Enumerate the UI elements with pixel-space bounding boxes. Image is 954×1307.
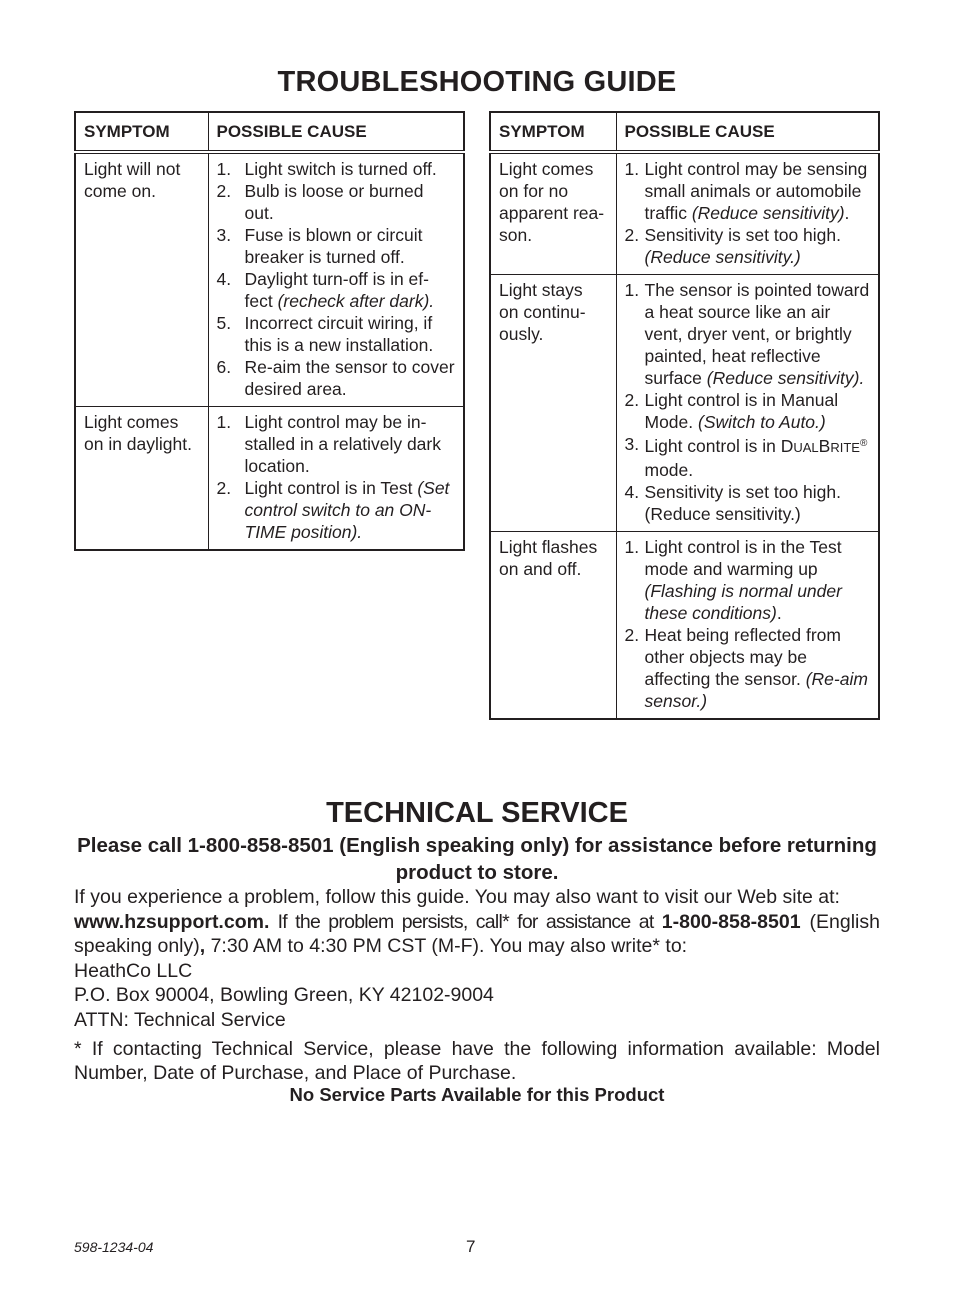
symptom-header: SYMPTOM [75, 112, 208, 152]
cause-list [625, 279, 871, 525]
table-row [490, 275, 879, 532]
website-link[interactable]: www.hzsupport.com. [74, 910, 270, 933]
item-text: Light control may be sensing small animals or automobile traffic [644, 159, 868, 223]
item-number: 6. [216, 357, 232, 377]
address-line: ATTN: Technical Service [74, 1008, 286, 1031]
list-item [217, 268, 456, 312]
cause-cell [208, 407, 464, 551]
cause-list [625, 158, 871, 268]
symptom-cell: Light flashes on and off. [490, 532, 616, 720]
contact-paragraph [74, 885, 880, 959]
list-item [217, 356, 456, 400]
item-text: Light control is in Test [244, 478, 418, 498]
document-number: 598-1234-04 [74, 1239, 154, 1255]
page-number: 7 [466, 1237, 476, 1256]
item-number: 2. [624, 225, 640, 245]
item-italic-note: (Re-aim sensor.) [644, 669, 868, 711]
cause-list [217, 411, 456, 543]
item-number: 1. [624, 537, 640, 557]
item-text: Daylight turn-off is in ef-fect [244, 269, 429, 311]
item-text: Incorrect circuit wiring, if this is a new installation. [244, 313, 434, 355]
item-number: 1. [216, 159, 232, 179]
item-number: 4. [624, 482, 640, 502]
address-line: HeathCo LLC [74, 959, 193, 982]
persists-text: If the problem persists, call* for assistance at [269, 910, 662, 933]
symptom-cell: Light will not come on. [75, 152, 208, 407]
troubleshooting-table-left [74, 111, 465, 551]
table-row [490, 152, 879, 275]
item-text: Fuse is blown or circuit breaker is turned off. [244, 225, 423, 267]
cause-list [625, 536, 871, 712]
comma: , [199, 935, 206, 958]
no-service-parts-notice: No Service Parts Available for this Product [289, 1084, 665, 1105]
info-note: * If contacting Technical Service, please have the following information available: Model Number, Date of Purchase, and Place of Purchase. [74, 1037, 880, 1085]
list-item [625, 389, 871, 433]
list-item [625, 624, 871, 712]
table-header-row [490, 112, 879, 152]
cause-cell [208, 152, 464, 407]
possible-cause-header: POSSIBLE CAUSE [208, 112, 464, 152]
item-number: 1. [216, 412, 232, 432]
item-number: 5. [216, 313, 232, 333]
item-italic-note: (Reduce sensitivity). [706, 368, 865, 388]
list-item [217, 180, 456, 224]
possible-cause-header: POSSIBLE CAUSE [616, 112, 879, 152]
table-row [75, 152, 464, 407]
list-item [625, 481, 871, 525]
item-italic-note: (Reduce sensitivity) [691, 203, 845, 223]
item-suffix: mode. [644, 460, 694, 480]
list-item [625, 433, 871, 481]
table-row [75, 407, 464, 551]
item-text: Light control is in the Test mode and warming up [644, 537, 842, 579]
item-italic-note: (Set control switch to an ON-TIME position). [244, 478, 450, 542]
intro-text: If you experience a problem, follow this guide. You may also want to visit our Web site at: [74, 886, 840, 908]
item-number: 1. [624, 280, 640, 300]
technical-service-title: TECHNICAL SERVICE [326, 797, 628, 829]
item-italic-note: (recheck after dark). [277, 291, 435, 311]
item-text: Light control may be in-stalled in a relatively dark location. [244, 412, 441, 476]
list-item [625, 536, 871, 624]
item-text: Light control is in [644, 436, 781, 456]
registered-mark: ® [859, 438, 868, 449]
table-row [490, 532, 879, 720]
item-number: 2. [624, 625, 640, 645]
item-text: Re-aim the sensor to cover desired area. [244, 357, 455, 399]
list-item [625, 279, 871, 389]
item-italic-note: (Flashing is normal under these conditions) [644, 581, 842, 623]
service-body [74, 885, 880, 1086]
symptom-header: SYMPTOM [490, 112, 616, 152]
item-number: 3. [216, 225, 232, 245]
item-number: 2. [216, 181, 232, 201]
page-title: TROUBLESHOOTING GUIDE [277, 66, 677, 98]
hours-text: 7:30 AM to 4:30 PM CST (M-F). You may also write* to: [205, 935, 688, 958]
item-suffix: . [844, 203, 850, 223]
list-item [217, 312, 456, 356]
list-item [625, 158, 871, 224]
english-note: (English speaking only) [74, 910, 880, 958]
brand-name: DUALBRITE® [780, 436, 868, 456]
list-item [217, 224, 456, 268]
item-number: 1. [624, 159, 640, 179]
symptom-cell: Light comes on in daylight. [75, 407, 208, 551]
list-item [217, 158, 456, 180]
item-text: Light control is in Manual Mode. [644, 390, 839, 432]
item-text: Bulb is loose or burned out. [244, 181, 424, 223]
list-item [625, 224, 871, 268]
item-number: 3. [624, 434, 640, 454]
item-italic-note: (Switch to Auto.) [698, 412, 826, 432]
item-text: The sensor is pointed toward a heat source like an air vent, dryer vent, or brightly painted, heat reflective surface [644, 280, 870, 388]
symptom-cell: Light stays on continu- ously. [490, 275, 616, 532]
item-number: 4. [216, 269, 232, 289]
item-number: 2. [624, 390, 640, 410]
troubleshooting-table-right [489, 111, 880, 720]
item-italic-note: (Reduce sensitivity.) [644, 247, 801, 267]
item-text: Sensitivity is set too high. (Reduce sensitivity.) [644, 482, 841, 524]
cause-list [217, 158, 456, 400]
item-text: Sensitivity is set too high. [644, 225, 841, 245]
list-item [217, 477, 456, 543]
cause-cell [616, 532, 879, 720]
address-line: P.O. Box 90004, Bowling Green, KY 42102-9004 [74, 984, 494, 1007]
item-suffix: . [776, 603, 782, 623]
cause-cell [616, 152, 879, 275]
cause-cell [616, 275, 879, 532]
phone-number: 1-800-858-8501 [661, 910, 801, 933]
item-number: 2. [216, 478, 232, 498]
call-notice: Please call 1-800-858-8501 (English speaking only) for assistance before returning product to store. [77, 834, 877, 884]
item-text: Light switch is turned off. [244, 159, 437, 179]
table-header-row [75, 112, 464, 152]
symptom-cell: Light comes on for no apparent rea- son. [490, 152, 616, 275]
item-text: Heat being reflected from other objects may be affecting the sensor. [644, 625, 841, 689]
list-item [217, 411, 456, 477]
